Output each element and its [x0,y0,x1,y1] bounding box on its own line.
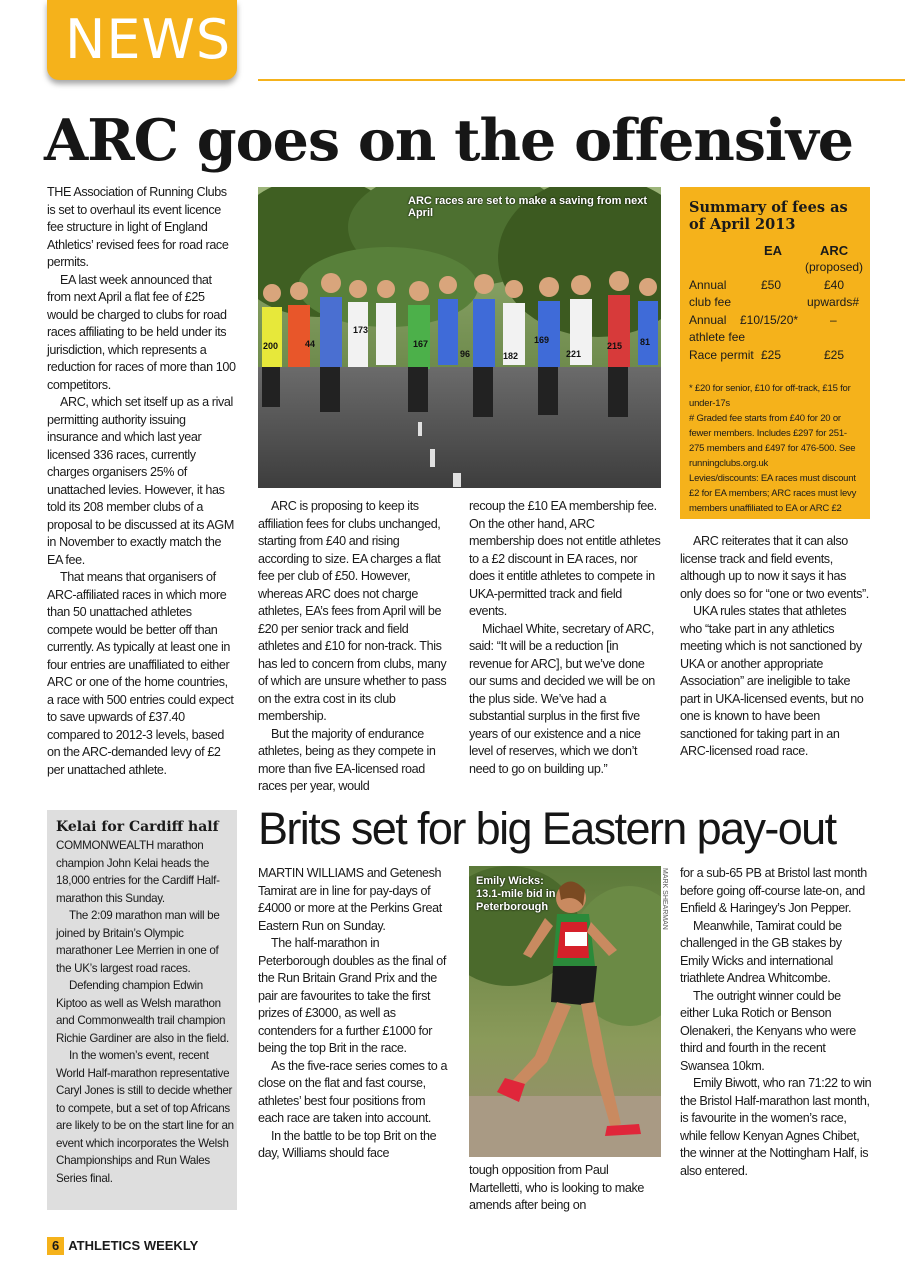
photo-caption: ARC races are set to make a saving from next April [408,195,648,219]
section-tab [47,0,237,80]
bib-number: 44 [305,339,316,349]
paragraph: THE Association of Running Clubs is set to overhaul its event licence fee structure in light of England Athletics’ revised fees for road race permits. [47,185,229,269]
row-value-ea: £50 [761,278,782,292]
article1-column-1 [47,184,237,779]
publication-name: ATHLETICS WEEKLY [68,1238,199,1253]
paragraph: The half-marathon in Peterborough doubles as the final of the Run Britain Grand Prix and the pair are favourites to take the first prizes of £3000, as well as contenders for a further £1000 for being the top Brit in the race. [258,936,446,1055]
fees-summary-box [680,187,870,519]
row-label: Annual [689,278,727,292]
paragraph: ARC is proposing to keep its affiliation fees for clubs unchanged, starting from £40 and rising according to size. EA charges a flat fee per club of £50. However, whereas ARC does not charge athletes, EA’s fees from April will be £20 per senior track and field athletes and £10 for non-track. This has led to concern from clubs, many of which are unsure whether to pass on the extra cost in its club membership. [258,499,447,723]
row-value-arc: £40 [824,278,845,292]
bib-number: 173 [353,325,369,335]
row-label: Race permit [689,348,754,362]
summary-note: fewer members. Includes £297 for 251- [689,428,847,439]
row-label: Annual [689,313,727,327]
row-value-ea: £10/15/20* [740,313,799,327]
paragraph: But the majority of endurance athletes, being as they compete in more than five EA-licensed road races per year, would [258,726,436,793]
bib-number: 81 [640,337,651,347]
paragraph: UKA rules states that athletes who “take part in any athletics meeting which is not sanctioned by UKA or another appropriate Association” are ineligible to take part in UKA-licensed events, but no one is known to have been sanctioned for taking part in an ARC-licensed road race. [680,604,864,758]
row-value-ea: £25 [761,348,782,362]
bib-number: 169 [534,335,550,345]
bib-number: 167 [413,339,429,349]
kelai-sidebar [47,810,237,1210]
article1-column-3 [469,498,661,778]
caption-line: 13.1-mile bid in [476,888,556,900]
paragraph: MARTIN WILLIAMS and Getenesh Tamirat are in line for pay-days of £4000 or more at the Perkins Great Eastern Run on Sunday. [258,866,442,933]
summary-note: under-17s [689,398,730,409]
paragraph: ARC reiterates that it can also license track and field events, although up to now it says it has only does so for “one or two events”. [680,534,869,601]
summary-note: 275 members and £497 for 476-500. See [689,443,856,454]
paragraph: In the women’s event, recent World Half-marathon representative Caryl Jones is still to decide whether to compete, but a set of top Africans are likely to be on the start line for an event which incorporates the Welsh Championships and Run Wales Series final. [56,1049,234,1185]
caption-line: Emily Wicks: [476,875,544,887]
summary-note: £2 for EA members; ARC races must levy [689,488,857,499]
paragraph: In the battle to be top Brit on the day, Williams should face [258,1128,437,1160]
section-tab-label: NEWS [65,8,232,71]
article2-column-3 [680,865,872,1180]
page-folio [47,1237,198,1255]
summary-note: * £20 for senior, £10 for off-track, £15 for [689,383,851,394]
paragraph: Meanwhile, Tamirat could be challenged in the GB stakes by Emily Wicks and international triathlete Andrea Whitcombe. [680,918,842,985]
article1-column-2 [258,498,450,796]
paragraph: That means that organisers of ARC-affiliated races in which more than 50 unattached athletes compete would be better off than currently. As typically at least one in four entries are unaffiliated to either ARC or one of the home countries, a race with 500 entries could expect to save upwards of £37.40 compared to 2012-3 levels, based on the ARC-demanded levy of £2 per unattached athlete. [47,570,234,777]
bib-number: 200 [263,341,279,351]
summary-title [689,199,848,233]
article2-column-1 [258,865,450,1163]
race-photo [258,187,661,488]
paragraph: Michael White, secretary of ARC, said: “It will be a reduction [in revenue for ARC], but we’ve done our sums and decided we will be on the plus side. We’ve had a substantial surplus in the first five years of our existence and a nice level of reserves, which we don’t need to go on building up.” [469,621,655,776]
bib-number: 182 [503,351,519,361]
summary-note: members unaffiliated to EA or ARC £2 [689,503,842,514]
photo-credit: MARK SHEARMAN [661,868,668,930]
paragraph: EA last week announced that from next April a flat fee of £25 would be charged to clubs for road races affiliating to be held under its jurisdiction, which represents a reduction for races of more than 100 competitors. [47,272,236,392]
paragraph: As the five-race series comes to a close on the flat and fast course, athletes’ best four positions from each race are taken into account. [258,1058,448,1125]
photo-caption [476,875,555,914]
paragraph: Defending champion Edwin Kiptoo as well as Welsh marathon and Commonwealth trail champion Richie Gardiner are also in the field. [56,979,229,1045]
caption-line: Peterborough [476,901,549,913]
runner-photo [469,866,661,1157]
bib-number: 221 [566,349,582,359]
paragraph: The 2:09 marathon man will be joined by Britain’s Olympic marathoner Lee Merrien in one of the UK’s largest road races. [56,909,220,975]
bib-number: 215 [607,341,623,351]
secondary-headline: Brits set for big Eastern pay-out [258,803,836,854]
article1-column-4 [680,533,870,761]
summary-note: runningclubs.org.uk [689,458,769,469]
paragraph: tough opposition from Paul Martelletti, who is looking to make amends after being on [469,1163,644,1212]
race-photo-image [258,187,661,488]
paragraph: for a sub-65 PB at Bristol last month before going off-course late-on, and Enfield & Haringey’s Jon Pepper. [680,866,867,915]
summary-note: # Graded fee starts from £40 for 20 or [689,413,841,424]
column-subheader-arc: (proposed) [805,260,864,274]
row-value-arc: £25 [824,348,845,362]
summary-title-line2: of April 2013 [689,216,796,233]
row-value-arc: upwards# [807,295,860,309]
page-number: 6 [47,1237,64,1255]
row-label: club fee [689,295,732,309]
paragraph: recoup the £10 EA membership fee. On the other hand, ARC membership does not entitle athletes to a £2 discount in EA races, nor does it entitle athletes to compete in UKA-permitted track and field events. [469,499,661,618]
paragraph: Emily Biwott, who ran 71:22 to win the Bristol Half-marathon last month, is favourite in the women’s race, while fellow Kenyan Agnes Chibet, the winner at the Nottingham Half, is also entered. [680,1076,872,1178]
summary-note: Levies/discounts: EA races must discount [689,473,856,484]
summary-title-line1: Summary of fees as [689,199,848,216]
bib-number: 96 [460,349,471,359]
column-header-arc: ARC [820,243,849,258]
sidebar-title: Kelai for Cardiff half [56,819,219,835]
header-rule [258,79,905,81]
headline: ARC goes on the offensive [44,107,853,174]
paragraph: The outright winner could be either Luka Rotich or Benson Olenakeri, the Kenyans who were third and fourth in the recent Swansea 10km. [680,988,856,1073]
row-value-arc: – [830,313,837,327]
column-header-ea: EA [764,243,783,258]
sidebar-body [56,837,236,1187]
row-label: athlete fee [689,330,746,344]
paragraph: ARC, which set itself up as a rival permitting authority issuing insurance and which last year licensed 336 races, currently charges organisers 25% of unattached levies. However, it has told its 208 member clubs of a proposal to be discussed at its AGM in November to exactly match the EA fee. [47,395,234,567]
article2-column-2 [469,1162,661,1215]
paragraph: COMMONWEALTH marathon champion John Kelai heads the 18,000 entries for the Cardiff Half-marathon this Sunday. [56,839,220,905]
